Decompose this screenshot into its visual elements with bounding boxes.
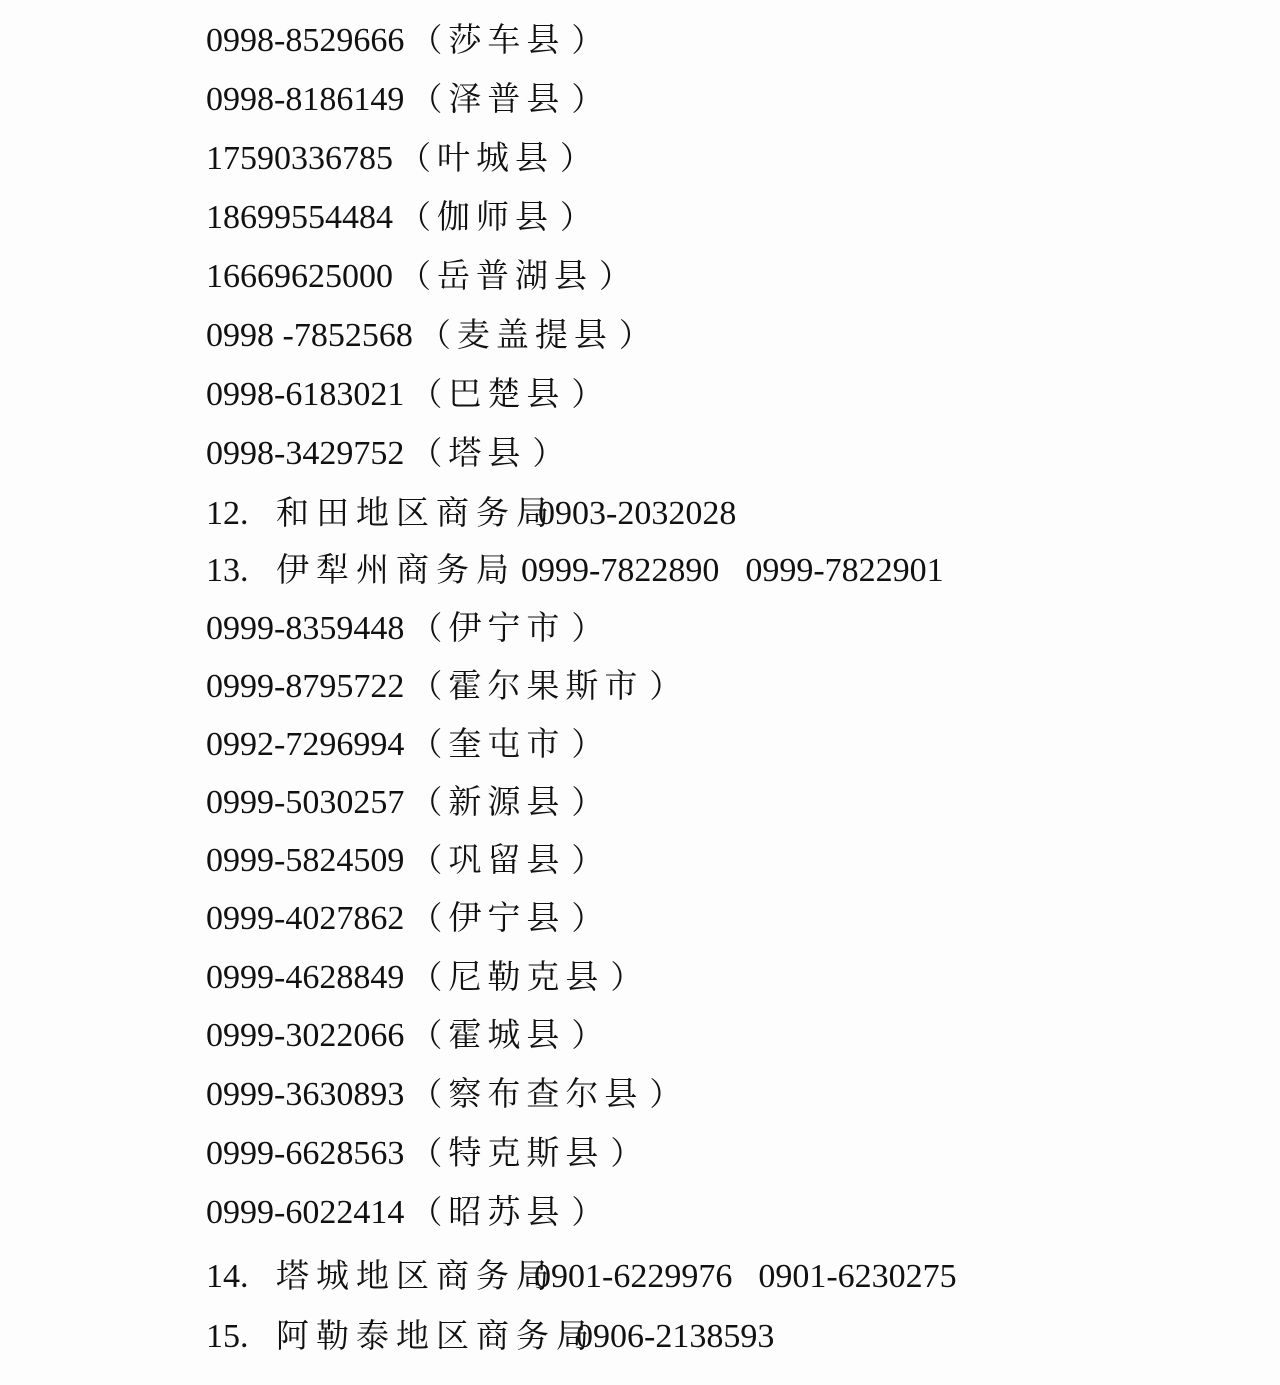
place-name: 尼勒克县 <box>448 957 605 996</box>
contact-line <box>206 1069 687 1119</box>
contact-line <box>206 192 598 242</box>
phone-number: 18699554484 <box>206 199 393 236</box>
paren-open: （ <box>410 1017 443 1053</box>
paren-close: ） <box>571 22 604 58</box>
paren-open: （ <box>410 610 443 646</box>
paren-close: ） <box>571 376 604 412</box>
paren-close: ） <box>571 784 604 820</box>
paren-close: ） <box>610 959 643 995</box>
paren-close: ） <box>649 668 682 704</box>
place-name: 巴楚县 <box>448 374 566 413</box>
contact-line <box>206 893 609 943</box>
phone-number: 0998-8186149 <box>206 81 405 118</box>
paren-close: ） <box>571 842 604 878</box>
phone-number: 0999-3630893 <box>206 1076 405 1113</box>
contact-line <box>206 1010 609 1060</box>
paren-close: ） <box>560 140 593 176</box>
place-name: 莎车县 <box>448 20 566 59</box>
entry-index: 12. <box>206 495 249 532</box>
org-entry-14 <box>206 1251 957 1301</box>
phone-number: 0998-3429752 <box>206 435 405 472</box>
place-name: 特克斯县 <box>448 1133 605 1172</box>
paren-open: （ <box>410 726 443 762</box>
org-phone: 0901-6229976 <box>534 1258 733 1295</box>
contact-line <box>206 661 687 711</box>
org-name: 阿勒泰地区商务局 <box>276 1316 596 1355</box>
paren-open: （ <box>410 376 443 412</box>
paren-close: ） <box>599 258 632 294</box>
phone-number: 0999-4027862 <box>206 900 405 937</box>
org-phone: 0903-2032028 <box>538 495 737 532</box>
phone-number: 0999-4628849 <box>206 959 405 996</box>
paren-open: （ <box>410 1076 443 1112</box>
place-name: 新源县 <box>448 782 566 821</box>
contact-line <box>206 1128 648 1178</box>
phone-number: 0999-6628563 <box>206 1135 405 1172</box>
org-name: 和田地区商务局 <box>276 493 556 532</box>
phone-number: 0999-3022066 <box>206 1017 405 1054</box>
place-name: 伊宁县 <box>448 898 566 937</box>
phone-number: 16669625000 <box>206 258 393 295</box>
paren-open: （ <box>410 435 443 471</box>
paren-close: ） <box>571 726 604 762</box>
phone-number: 0999-8359448 <box>206 610 405 647</box>
place-name: 岳普湖县 <box>437 256 594 295</box>
place-name: 昭苏县 <box>448 1192 566 1231</box>
contact-line <box>206 777 609 827</box>
org-phone: 0906-2138593 <box>576 1318 775 1355</box>
phone-number: 0998-8529666 <box>206 22 405 59</box>
contact-line <box>206 310 657 360</box>
contact-line <box>206 719 609 769</box>
paren-open: （ <box>399 199 432 235</box>
phone-number: 0998 -7852568 <box>206 317 413 354</box>
place-name: 巩留县 <box>448 840 566 879</box>
entry-index: 13. <box>206 552 249 589</box>
paren-close: ） <box>571 610 604 646</box>
phone-number: 0992-7296994 <box>206 726 405 763</box>
paren-close: ） <box>571 81 604 117</box>
org-phone: 0901-6230275 <box>758 1258 957 1295</box>
contact-line <box>206 15 609 65</box>
entry-index: 14. <box>206 1258 249 1295</box>
contact-line <box>206 74 609 124</box>
place-name: 伽师县 <box>437 197 555 236</box>
contact-line <box>206 952 648 1002</box>
contact-line <box>206 603 609 653</box>
paren-open: （ <box>410 842 443 878</box>
phone-number: 17590336785 <box>206 140 393 177</box>
paren-open: （ <box>410 900 443 936</box>
phone-number: 0999-6022414 <box>206 1194 405 1231</box>
phone-number: 0999-8795722 <box>206 668 405 705</box>
org-phone: 0999-7822890 <box>521 552 720 589</box>
org-name: 塔城地区商务局 <box>276 1256 556 1295</box>
contact-line <box>206 1187 609 1237</box>
place-name: 麦盖提县 <box>456 315 613 354</box>
phone-number: 0999-5824509 <box>206 842 405 879</box>
org-name: 伊犁州商务局 <box>276 550 516 589</box>
place-name: 伊宁市 <box>448 608 566 647</box>
paren-open: （ <box>410 22 443 58</box>
paren-open: （ <box>399 140 432 176</box>
place-name: 霍城县 <box>448 1015 566 1054</box>
contact-line <box>206 133 598 183</box>
paren-open: （ <box>410 668 443 704</box>
entry-index: 15. <box>206 1318 249 1355</box>
paren-open: （ <box>410 784 443 820</box>
org-phone: 0999-7822901 <box>745 552 944 589</box>
place-name: 察布查尔县 <box>448 1074 644 1113</box>
org-entry-13 <box>206 545 944 595</box>
paren-open: （ <box>410 81 443 117</box>
contact-line <box>206 369 609 419</box>
place-name: 泽普县 <box>448 79 566 118</box>
paren-close: ） <box>560 199 593 235</box>
paren-close: ） <box>649 1076 682 1112</box>
phone-number: 0999-5030257 <box>206 784 405 821</box>
place-name: 奎屯市 <box>448 724 566 763</box>
org-entry-12 <box>206 488 736 538</box>
paren-close: ） <box>532 435 565 471</box>
paren-close: ） <box>618 317 651 353</box>
paren-open: （ <box>399 258 432 294</box>
paren-open: （ <box>410 959 443 995</box>
place-name: 塔县 <box>448 433 527 472</box>
place-name: 叶城县 <box>437 138 555 177</box>
paren-close: ） <box>571 1194 604 1230</box>
contact-line <box>206 428 570 478</box>
org-entry-15 <box>206 1311 774 1361</box>
paren-open: （ <box>410 1194 443 1230</box>
phone-number: 0998-6183021 <box>206 376 405 413</box>
paren-open: （ <box>410 1135 443 1171</box>
place-name: 霍尔果斯市 <box>448 666 644 705</box>
paren-open: （ <box>418 317 451 353</box>
paren-close: ） <box>571 900 604 936</box>
paren-close: ） <box>571 1017 604 1053</box>
contact-line <box>206 251 637 301</box>
contact-line <box>206 835 609 885</box>
paren-close: ） <box>610 1135 643 1171</box>
